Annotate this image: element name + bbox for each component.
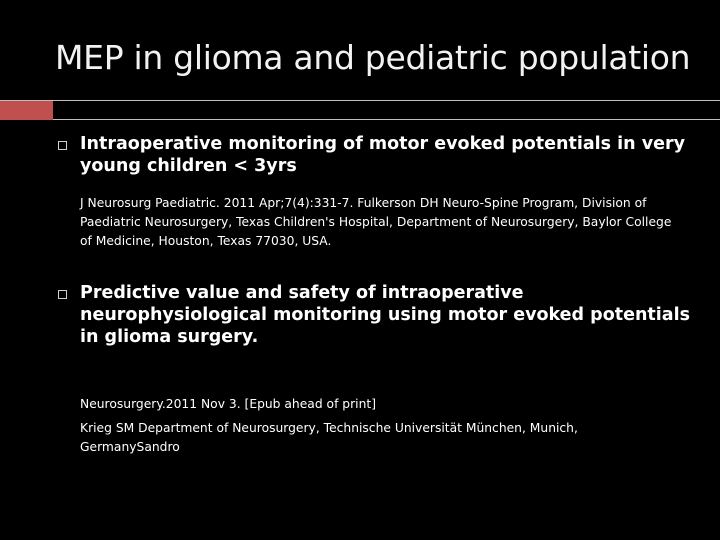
bullet-reference-1: J Neurosurg Paediatric. 2011 Apr;7(4):331-7. Fulkerson DH Neuro-Spine Program, Division of Paediatric Neurosurgery, Texas Children's Hospital, Department of Neurosurgery, Baylor College of Medicine, Houston, Texas 77030, USA. (80, 196, 672, 248)
bullet-heading-1: Intraoperative monitoring of motor evoked potentials in very young children < 3yrs (80, 134, 686, 176)
bullet-heading-2: Predictive value and safety of intraoperative neurophysiological monitoring using motor evoked potentials in glioma surgery. (80, 283, 691, 347)
bullet-reference-2-line1: Neurosurgery.2011 Nov 3. [Epub ahead of print] (80, 397, 376, 411)
divider-left-rule (0, 100, 53, 101)
divider-bottom-rule (53, 119, 720, 120)
bullet-marker-1 (58, 141, 67, 150)
bullet-marker-2 (58, 290, 67, 299)
divider-accent-block (0, 100, 53, 120)
slide-title: MEP in glioma and pediatric population (55, 38, 691, 77)
divider-top-rule (53, 100, 720, 101)
bullet-reference-2-line2: Krieg SM Department of Neurosurgery, Technische Universität München, Munich, GermanySandro (80, 421, 578, 454)
title-divider (0, 100, 720, 120)
